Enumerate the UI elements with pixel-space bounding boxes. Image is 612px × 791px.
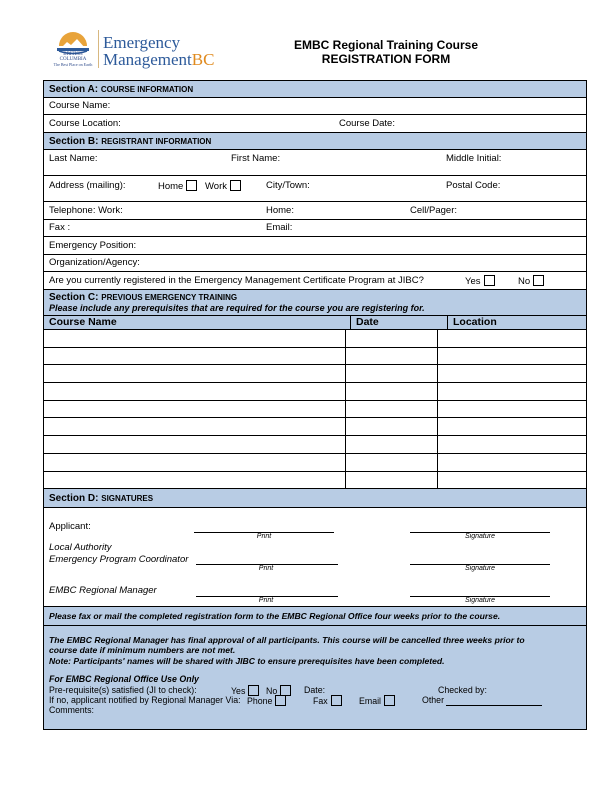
section-d-header: Section D: SIGNATURES [44,489,586,508]
location-cell[interactable] [438,401,586,418]
organization-label: Organization/Agency: [49,257,140,268]
location-cell[interactable] [438,472,586,489]
notified-email-checkbox[interactable] [384,695,395,706]
column-location: Location [453,316,497,328]
course-name-cell[interactable] [44,401,346,418]
postal-code-label: Postal Code: [446,180,501,191]
approval-note-line1: The EMBC Regional Manager has final approval of all participants. This course will be cancelled three weeks prior to [49,635,525,646]
last-name-label: Last Name: [49,153,98,164]
signature-caption: Signature [465,597,495,605]
prereq-label: Pre-requisite(s) satisfied (JI to check): [49,685,197,696]
course-date-label: Course Date: [339,118,395,129]
address-row [44,176,586,202]
table-row [44,365,586,383]
applicant-label: Applicant: [49,521,91,533]
course-name-cell[interactable] [44,365,346,382]
notified-other-label: Other [422,695,445,706]
jibc-registration-row [44,272,586,290]
work-address-option: Work [205,180,241,192]
location-cell[interactable] [438,330,586,347]
course-name-cell[interactable] [44,418,346,435]
jibc-yes-checkbox[interactable] [484,275,495,286]
manager-label: EMBC Regional Manager [49,585,157,597]
column-date: Date [351,316,448,329]
location-cell[interactable] [438,365,586,382]
date-cell[interactable] [346,436,438,453]
coordinator-label-line1: Local Authority [49,542,112,554]
telephone-row [44,202,586,220]
table-row [44,436,586,454]
table-row [44,348,586,366]
jibc-registration-question: Are you currently registered in the Emergency Management Certificate Program at JIBC? [49,275,424,286]
course-name-cell[interactable] [44,472,346,489]
embc-logo [48,24,218,74]
section-a-header: Section A: COURSE INFORMATION [44,81,586,98]
approval-note-line3: Note: Participants' names will be shared with JIBC to ensure prerequisites have been completed. [49,656,445,667]
table-row [44,472,586,490]
location-cell[interactable] [438,348,586,365]
approval-note-line2: course date if minimum numbers are not met. [49,645,236,656]
logo-divider [98,30,99,68]
date-cell[interactable] [346,472,438,489]
notified-label: If no, applicant notified by Regional Manager Via: [49,695,241,706]
print-caption: Print [256,533,272,541]
fax-label: Fax : [49,222,71,233]
office-date-label: Date: [304,685,326,696]
email-label: Email: [266,222,293,233]
table-row [44,454,586,472]
emergency-position-field[interactable] [44,237,586,255]
date-cell[interactable] [346,401,438,418]
notified-email-option: Email [359,695,395,706]
training-table-header [44,316,586,330]
checked-by-label: Checked by: [438,685,487,696]
first-name-label: First Name: [231,153,281,164]
notified-phone-option: Phone [247,695,286,706]
date-cell[interactable] [346,330,438,347]
course-name-cell[interactable] [44,330,346,347]
table-row [44,418,586,436]
middle-initial-label: Middle Initial: [446,153,502,164]
location-cell[interactable] [438,454,586,471]
section-c-instruction: Please include any prerequisites that are required for the course you are registering for. [49,303,425,313]
office-info-block [44,626,586,730]
date-cell[interactable] [346,348,438,365]
table-row [44,401,586,419]
fax-mail-note: Please fax or mail the completed registration form to the EMBC Regional Office four weeks prior to the course. [44,607,586,626]
signatures-area [44,508,586,607]
notified-fax-option: Fax [313,695,342,706]
notified-other-line[interactable] [446,705,542,706]
location-cell[interactable] [438,436,586,453]
location-cell[interactable] [438,418,586,435]
date-cell[interactable] [346,454,438,471]
fax-email-row [44,220,586,237]
print-caption: Print [258,565,274,573]
signature-caption: Signature [465,533,495,541]
emergency-position-label: Emergency Position: [49,240,137,251]
home-address-checkbox[interactable] [186,180,197,191]
jibc-no-checkbox[interactable] [533,275,544,286]
organization-field[interactable] [44,255,586,272]
registration-form [43,80,587,730]
course-location-label: Course Location: [49,118,121,129]
course-name-cell[interactable] [44,383,346,400]
location-cell[interactable] [438,383,586,400]
course-name-cell[interactable] [44,454,346,471]
course-location-row [44,115,586,133]
prereq-yes-option: Yes [231,685,259,696]
section-b-header: Section B: REGISTRANT INFORMATION [44,133,586,150]
page-title [270,38,502,66]
date-cell[interactable] [346,383,438,400]
address-label: Address (mailing): [49,180,126,191]
coordinator-label-line2: Emergency Program Coordinator [49,554,189,566]
signature-caption: Signature [465,565,495,573]
cell-pager-label: Cell/Pager: [410,205,457,216]
home-address-option: Home [158,180,197,192]
telephone-home-label: Home: [266,205,294,216]
column-course-name: Course Name [44,316,351,329]
city-label: City/Town: [266,180,310,191]
name-row [44,150,586,176]
print-caption: Print [258,597,274,605]
date-cell[interactable] [346,418,438,435]
telephone-work-label: Telephone: Work: [49,205,123,216]
jibc-no-option: No [518,275,544,287]
date-cell[interactable] [346,365,438,382]
course-name-field[interactable] [44,98,586,115]
brand-name: Emergency ManagementBC [103,33,215,69]
comments-label: Comments: [49,705,94,716]
notified-fax-checkbox[interactable] [331,695,342,706]
course-name-label: Course Name: [49,100,111,111]
work-address-checkbox[interactable] [230,180,241,191]
course-name-cell[interactable] [44,348,346,365]
office-use-heading: For EMBC Regional Office Use Only [49,674,199,685]
title-line-2: REGISTRATION FORM [321,52,451,66]
notified-phone-checkbox[interactable] [275,695,286,706]
crest-text: BRITISH COLUMBIA The Best Place on Earth [53,52,93,67]
title-line-1: EMBC Regional Training Course [293,38,479,52]
section-c-header: Section C: PREVIOUS EMERGENCY TRAINING Please include any prerequisites that are required for the course you are registering for. [44,290,586,316]
table-row [44,330,586,348]
table-row [44,383,586,401]
prereq-no-option: No [266,685,291,696]
jibc-yes-option: Yes [465,275,495,287]
course-name-cell[interactable] [44,436,346,453]
